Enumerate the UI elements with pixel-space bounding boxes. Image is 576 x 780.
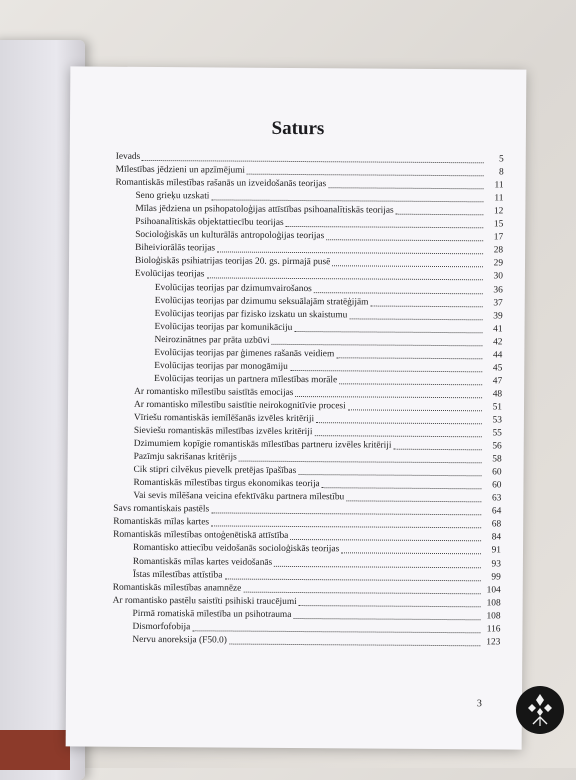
toc-entry-page: 29 xyxy=(493,258,504,269)
toc-entry-page: 5 xyxy=(499,154,504,165)
toc-entry-page: 47 xyxy=(492,376,503,387)
toc-entry-title: Īstas mīlestības attīstība xyxy=(132,569,223,581)
toc-leader-dots xyxy=(142,160,484,163)
toc-leader-dots xyxy=(243,591,480,594)
toc-entry-page: 12 xyxy=(493,206,504,217)
toc-leader-dots xyxy=(316,422,482,424)
toc-entry-title: Romantiskās mīlas kartes veidošanās xyxy=(132,556,273,568)
toc-leader-dots xyxy=(224,578,480,581)
toc-leader-dots xyxy=(192,630,480,633)
toc-leader-dots xyxy=(393,449,481,451)
toc-leader-dots xyxy=(314,292,483,294)
toc-leader-dots xyxy=(295,396,482,398)
toc-entry-page: 11 xyxy=(494,180,504,191)
toc-leader-dots xyxy=(336,357,482,359)
page-title: Saturs xyxy=(271,117,325,140)
toc-entry-title: Vai sevis mīlēšana veicina efektīvāku partnera mīlestību xyxy=(133,491,345,503)
toc-entry-page: 51 xyxy=(492,402,503,413)
toc-entry-page: 36 xyxy=(493,284,503,295)
toc-entry-title: Psihoanalītiskās objektattiecību teorijas xyxy=(135,217,284,229)
toc-entry-title: Evolūcijas teorijas par ģimenes rašanās veidiem xyxy=(154,347,335,360)
toc-entry-title: Bioloģiskās psihiatrijas teorijas 20. gs. pirmajā pusē xyxy=(134,256,331,268)
toc-leader-dots xyxy=(348,409,482,411)
toc-entry-title: Romantiskās mīlestības ontoģenētiskā attīstība xyxy=(113,530,289,542)
toc-entry-title: Ievads xyxy=(115,151,141,162)
toc-entry-title: Romantiskās mīlestības rašanās un izveidošanās teorijas xyxy=(115,177,327,190)
toc-entry-title: Dismorfofobija xyxy=(132,621,191,633)
toc-entry-title: Evolūcijas teorijas par fizisko izskatu un skaistumu xyxy=(154,308,348,320)
toc-leader-dots xyxy=(322,487,482,489)
toc-leader-dots xyxy=(286,226,484,228)
toc-entry-page: 28 xyxy=(493,245,504,256)
toc-entry-title: Pazīmju sakrišanas kritērijs xyxy=(133,451,237,463)
toc-entry xyxy=(112,633,500,649)
toc-entry-title: Neirozinātnes par prāta uzbūvi xyxy=(154,334,270,346)
toc-entry-title: Seno grieķu uzskati xyxy=(135,191,210,202)
toc-entry-title: Evolūcijas teorijas xyxy=(134,269,205,280)
table-of-contents xyxy=(112,151,503,649)
toc-entry-page: 123 xyxy=(486,637,501,648)
toc-leader-dots xyxy=(229,643,480,646)
toc-entry-title: Evolūcijas teorijas par komunikāciju xyxy=(154,321,293,333)
toc-entry-page: 37 xyxy=(493,297,503,309)
toc-entry-title: Ar romantisko pastēlu saistīti psihiski traucējumi xyxy=(112,595,297,607)
toc-leader-dots xyxy=(396,214,484,216)
toc-entry-page: 53 xyxy=(492,415,502,426)
toc-entry-title: Romantisko attiecību veidošanās socioloģiskās teorijas xyxy=(132,543,340,555)
toc-entry-title: Nervu anoreksija (F50.0) xyxy=(132,634,227,646)
toc-leader-dots xyxy=(290,370,482,372)
toc-entry-title: Romantiskās mīlestības anamnēze xyxy=(112,582,242,594)
toc-entry-title: Evolūcijas teorijas par monogāmiju xyxy=(154,360,288,372)
toc-leader-dots xyxy=(294,331,482,333)
toc-leader-dots xyxy=(341,553,481,555)
watermark-logo-icon xyxy=(516,686,564,734)
toc-leader-dots xyxy=(274,565,481,567)
toc-leader-dots xyxy=(211,513,481,516)
toc-entry-page: 60 xyxy=(492,480,502,491)
toc-leader-dots xyxy=(299,605,481,607)
toc-entry-page: 58 xyxy=(492,454,502,465)
toc-entry-page: 108 xyxy=(486,611,501,622)
toc-entry-page: 55 xyxy=(492,428,502,439)
toc-entry-title: Cik stipri cilvēkus pievelk pretējas īpašības xyxy=(133,465,297,477)
toc-entry-page: 60 xyxy=(492,467,502,478)
toc-entry-page: 63 xyxy=(491,493,502,504)
toc-leader-dots xyxy=(298,474,481,476)
toc-entry-page: 108 xyxy=(486,597,501,609)
toc-leader-dots xyxy=(346,501,481,503)
toc-entry-title: Romantiskās mīlas kartes xyxy=(113,517,210,528)
toc-entry-page: 68 xyxy=(491,519,502,530)
toc-leader-dots xyxy=(239,461,482,464)
toc-entry-page: 116 xyxy=(486,624,501,635)
toc-entry-title: Mīlas jēdziena un psihopatoloģijas attīstības psihoanalītiskās teorijas xyxy=(135,204,394,216)
toc-entry-page: 56 xyxy=(492,441,502,452)
toc-entry-title: Ar romantisko mīlestību saistītās emocijas xyxy=(134,386,294,398)
toc-entry-page: 104 xyxy=(486,584,501,596)
toc-entry-page: 11 xyxy=(494,193,504,204)
toc-entry-title: Biheiviorālās teorijas xyxy=(135,243,216,254)
toc-entry-page: 42 xyxy=(493,337,503,348)
toc-leader-dots xyxy=(314,435,481,437)
book-page xyxy=(66,66,527,749)
toc-leader-dots xyxy=(272,344,483,346)
toc-leader-dots xyxy=(290,539,481,541)
toc-entry-title: Romantiskās mīlestības tirgus ekonomikas teorija xyxy=(133,478,320,490)
toc-entry-page: 41 xyxy=(493,324,503,335)
toc-entry-page: 48 xyxy=(492,389,503,400)
toc-entry-title: Sieviešu romantiskās mīlestības izvēles kritēriji xyxy=(133,425,313,438)
toc-entry-title: Vīriešu romantiskās iemīlēšanās izvēles kritēriji xyxy=(133,412,315,425)
toc-entry-title: Ar romantisko mīlestību saistītie neirokognitīvie procesi xyxy=(133,399,346,412)
toc-entry-page: 8 xyxy=(498,167,504,178)
toc-leader-dots xyxy=(247,174,484,177)
toc-entry-title: Evolūcijas teorijas un partnera mīlestības morāle xyxy=(154,373,338,386)
toc-entry-title: Pirmā romatiskā mīlestība un psihotrauma xyxy=(132,608,292,620)
toc-entry-page: 44 xyxy=(492,350,503,361)
toc-entry-title: Evolūcijas teorijas par dzimumvairošanos xyxy=(154,282,312,294)
toc-leader-dots xyxy=(217,252,483,255)
toc-entry-title: Savs romantiskais pastēls xyxy=(113,504,210,515)
toc-leader-dots xyxy=(349,318,482,320)
toc-leader-dots xyxy=(339,383,482,385)
toc-entry-page: 17 xyxy=(493,232,504,243)
toc-entry-title: Dzimumiem kopīgie romantiskās mīlestības partneru izvēles kritēriji xyxy=(133,438,392,451)
page-number: 3 xyxy=(476,698,482,710)
toc-leader-dots xyxy=(293,618,480,620)
toc-leader-dots xyxy=(206,278,482,281)
book-cover-edge xyxy=(0,730,70,770)
toc-leader-dots xyxy=(328,187,483,189)
toc-entry-page: 15 xyxy=(493,219,504,230)
toc-entry-page: 39 xyxy=(493,310,503,322)
toc-entry-page: 91 xyxy=(491,545,502,556)
toc-entry-page: 93 xyxy=(491,558,501,569)
toc-entry-page: 30 xyxy=(493,271,503,282)
toc-entry-title: Socioloģiskās un kulturālās antropoloģijas teorijas xyxy=(135,230,325,242)
toc-leader-dots xyxy=(332,266,483,268)
toc-leader-dots xyxy=(370,305,482,307)
toc-entry-page: 45 xyxy=(492,363,503,374)
toc-entry-page: 84 xyxy=(491,532,502,543)
toc-entry-title: Mīlestības jēdzieni un apzīmējumi xyxy=(115,164,246,176)
toc-leader-dots xyxy=(211,526,481,529)
toc-leader-dots xyxy=(326,240,483,242)
toc-entry-page: 64 xyxy=(491,506,502,517)
toc-entry-page: 99 xyxy=(491,571,501,582)
toc-leader-dots xyxy=(211,200,483,203)
toc-entry-title: Evolūcijas teorijas par dzimumu seksuālajām stratēģijām xyxy=(154,295,369,308)
